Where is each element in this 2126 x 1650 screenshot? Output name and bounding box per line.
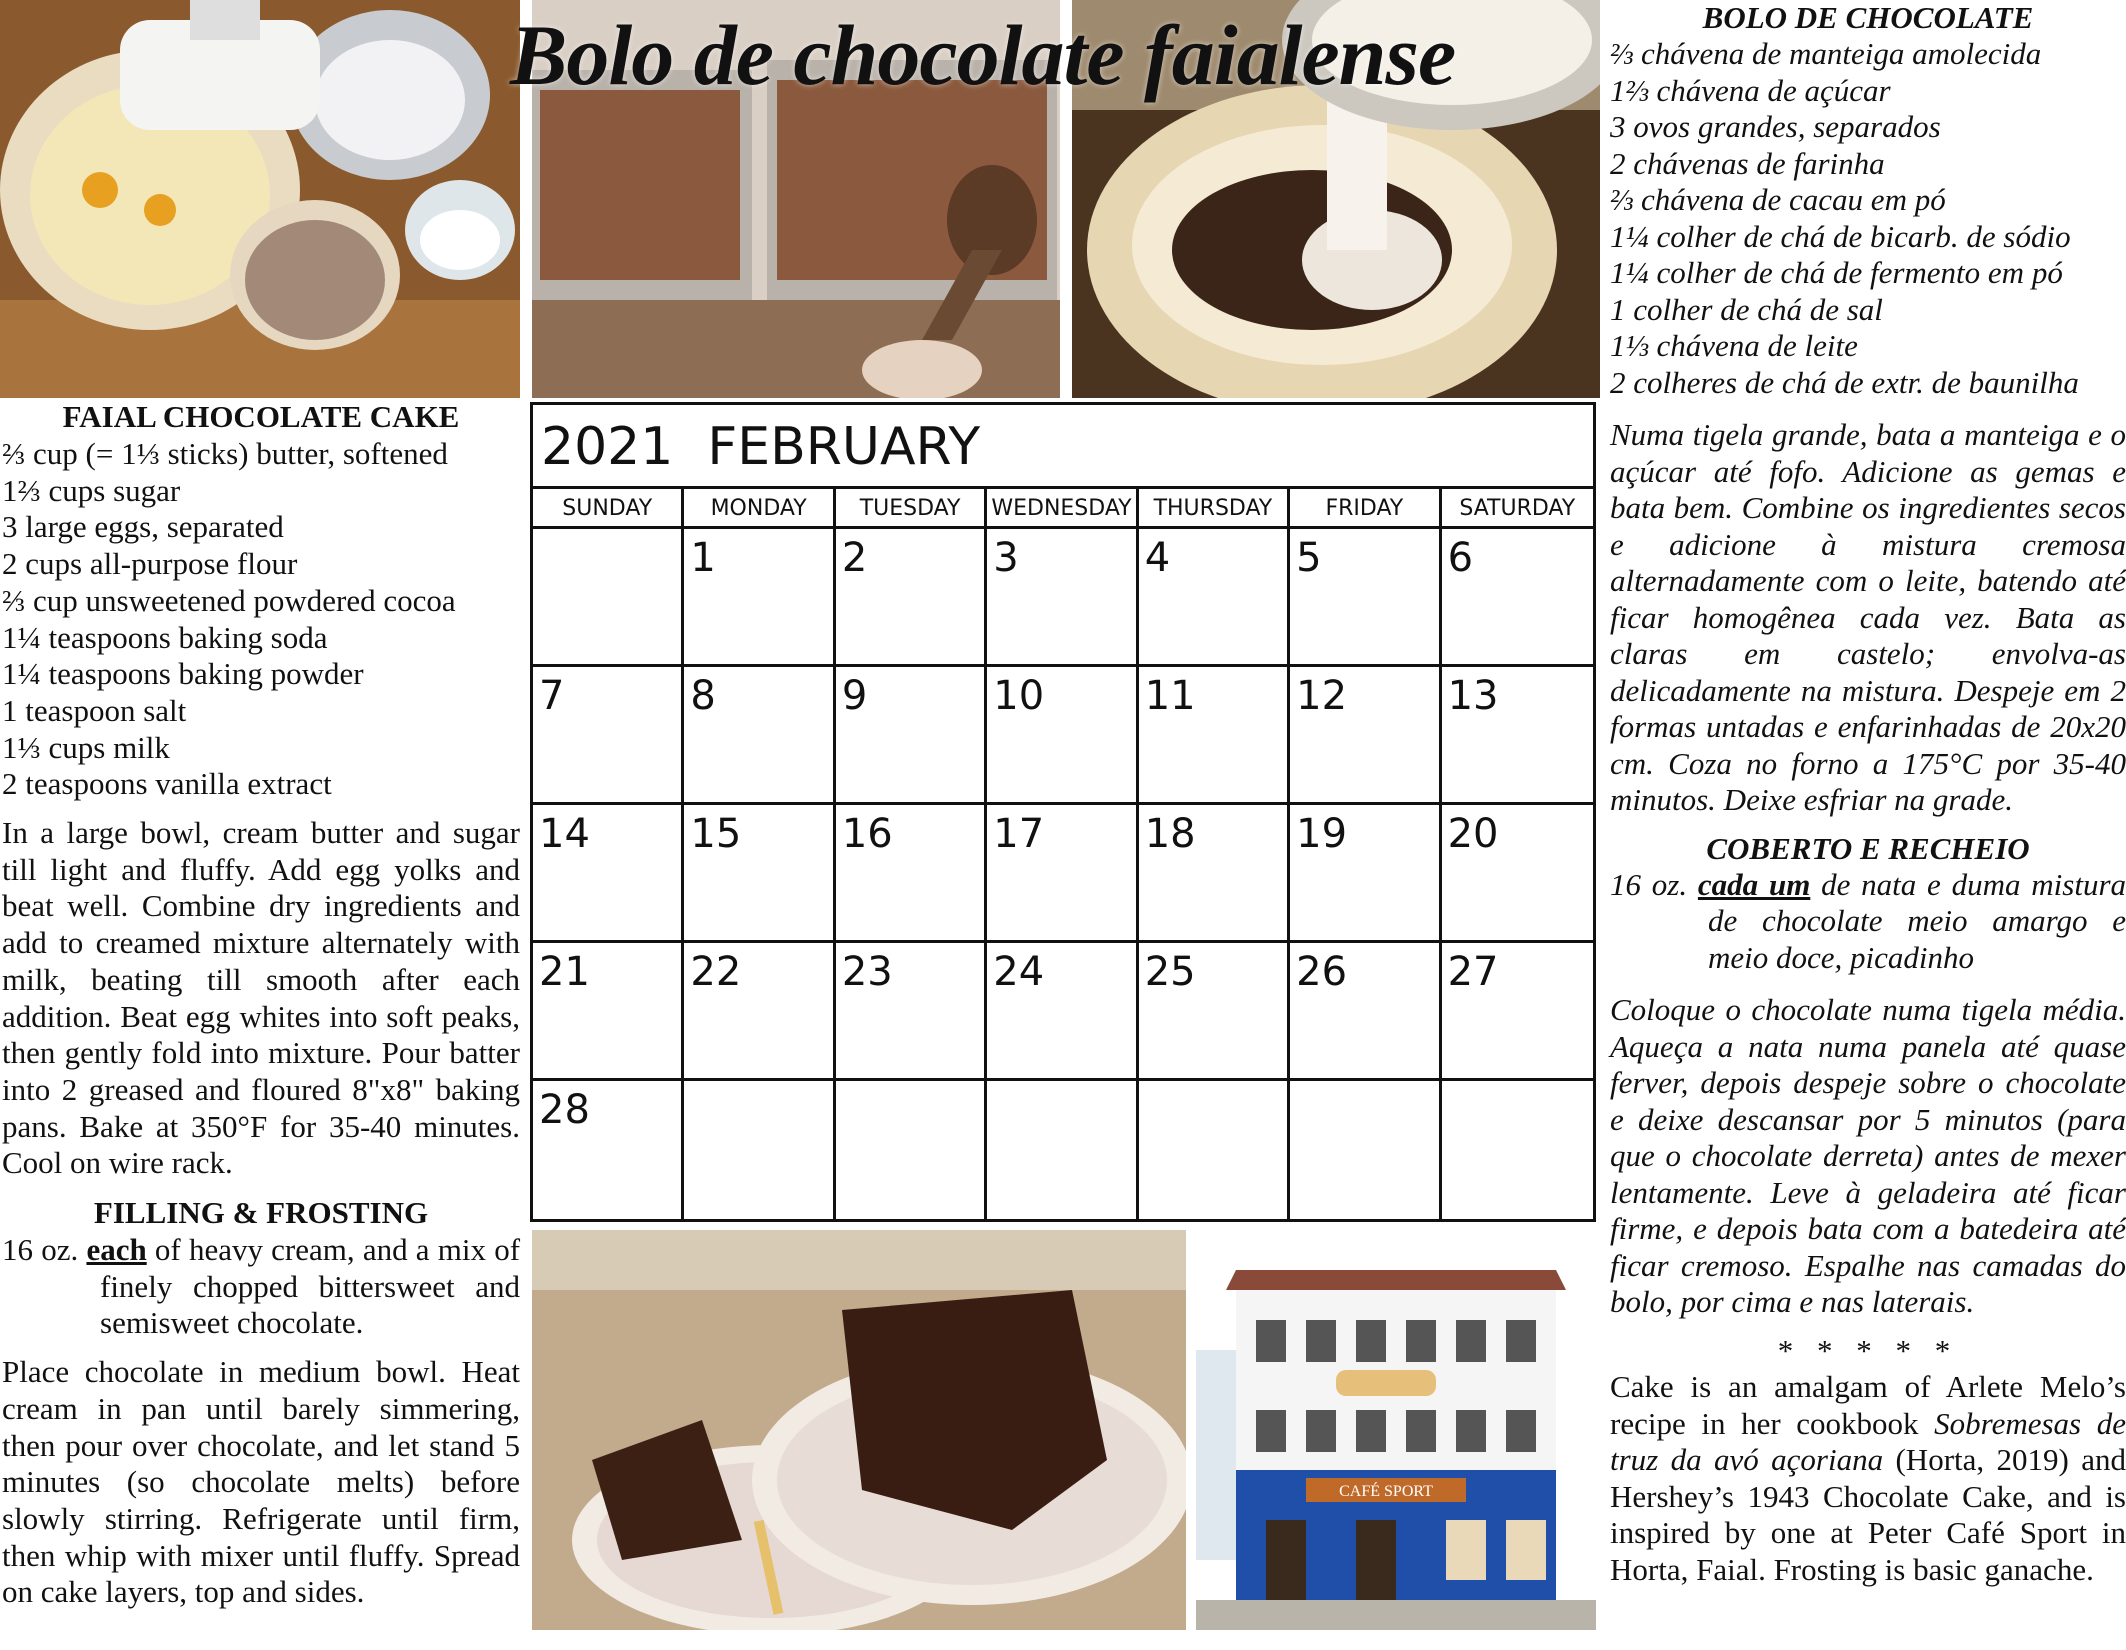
ingredient: 3 ovos grandes, separados xyxy=(1610,109,1941,144)
calendar-day-cell: 11 xyxy=(1139,667,1290,805)
calendar-day-cell: 17 xyxy=(987,805,1138,943)
weekday-header: MONDAY xyxy=(684,489,835,529)
calendar-year: 2021 xyxy=(541,417,674,477)
calendar-day-cell: 19 xyxy=(1290,805,1441,943)
english-ingredients xyxy=(2,436,520,803)
ingredient: 1¼ colher de chá de bicarb. de sódio xyxy=(1610,218,2071,254)
ingredient: 3 large eggs, separated xyxy=(2,509,284,545)
ingredient: 1 colher de chá de sal xyxy=(1610,291,1883,327)
calendar-day-cell: 24 xyxy=(987,943,1138,1081)
calendar-day-cell: 21 xyxy=(533,943,684,1081)
section-divider: * * * * * xyxy=(1777,1332,1959,1368)
calendar-day-cell: 6 xyxy=(1442,529,1593,667)
photo-cake-slice xyxy=(532,1230,1186,1630)
calendar-day-cell: 16 xyxy=(836,805,987,943)
calendar-day-cell xyxy=(836,1081,987,1219)
calendar-day-cell: 3 xyxy=(987,529,1138,667)
ingredient: 1 teaspoon salt xyxy=(2,692,187,728)
calendar xyxy=(530,402,1596,1222)
calendar-day-cell: 27 xyxy=(1442,943,1593,1081)
calendar-day-cell: 4 xyxy=(1139,529,1290,667)
ingredient: 2 colheres de chá de extr. de baunilha xyxy=(1610,364,2079,400)
ingredient: 2 teaspoons vanilla extract xyxy=(2,766,332,802)
ingredient: 1⅔ cups sugar xyxy=(2,472,181,508)
ingredient: 2 chávenas de farinha xyxy=(1610,145,1885,181)
portuguese-heading: BOLO DE CHOCOLATE xyxy=(1702,0,2034,35)
ingredient: 2 cups all-purpose flour xyxy=(2,546,298,582)
portuguese-recipe xyxy=(1610,0,2126,1588)
english-filling-heading: FILLING & FROSTING xyxy=(93,1195,429,1231)
calendar-day-cell: 9 xyxy=(836,667,987,805)
calendar-day-cell: 13 xyxy=(1442,667,1593,805)
source-note: Cake is an amalgam of Arlete Melo’s recipe in her cookbook Sobremesas de truz da avó açoriana (Horta, 2019) and Hershey’s 1943 Chocolate Cake, and is inspired by one at Peter Café Sport in Horta, Faial. Frosting is basic ganache. xyxy=(1610,1369,2126,1587)
calendar-day-cell: 10 xyxy=(987,667,1138,805)
calendar-day-cell: 22 xyxy=(684,943,835,1081)
calendar-day-cell: 12 xyxy=(1290,667,1441,805)
calendar-day-cell: 1 xyxy=(684,529,835,667)
english-heading: FAIAL CHOCOLATE CAKE xyxy=(62,399,460,434)
english-recipe xyxy=(2,398,520,1611)
calendar-day-cell: 28 xyxy=(533,1081,684,1219)
weekday-header: SATURDAY xyxy=(1442,489,1593,529)
calendar-day-cell xyxy=(1290,1081,1441,1219)
calendar-day-cell: 15 xyxy=(684,805,835,943)
calendar-month: FEBRUARY xyxy=(707,417,981,477)
calendar-day-cell xyxy=(1139,1081,1290,1219)
calendar-day-cell: 8 xyxy=(684,667,835,805)
ingredient: 1¼ colher de chá de fermento em pó xyxy=(1610,255,2063,290)
calendar-day-cell: 14 xyxy=(533,805,684,943)
ingredient: 1⅓ cups milk xyxy=(2,729,170,765)
ingredient: ⅔ cup (= 1⅓ sticks) butter, softened xyxy=(2,436,448,471)
portuguese-filling-method: Coloque o chocolate numa tigela média. Aqueça a nata numa panela até quase ferver, depois despeje sobre o chocolate e deixe descansar por 5 minutos (para que o chocolate derreta) antes de mexer lentamente. Leve à geladeira até ficar firme, e depois bata com a batedeira até ficar cremoso. Espalhe nas camadas do bolo, por cima e nas laterais. xyxy=(1610,992,2126,1319)
calendar-day-cell: 20 xyxy=(1442,805,1593,943)
ingredient: ⅔ chávena de cacau em pó xyxy=(1610,182,1946,217)
weekday-header: SUNDAY xyxy=(533,489,684,529)
calendar-day-cell xyxy=(533,529,684,667)
weekday-header: THURSDAY xyxy=(1139,489,1290,529)
calendar-day-cell xyxy=(684,1081,835,1219)
calendar-day-cell xyxy=(987,1081,1138,1219)
photo-mixing-bowls xyxy=(0,0,520,398)
weekday-header: WEDNESDAY xyxy=(987,489,1138,529)
page-title: Bolo de chocolate faialense xyxy=(510,7,1456,103)
calendar-day-cell: 23 xyxy=(836,943,987,1081)
ingredient: 1¼ teaspoons baking powder xyxy=(2,656,364,692)
calendar-day-cell: 26 xyxy=(1290,943,1441,1081)
portuguese-ingredients xyxy=(1610,36,2126,401)
calendar-day-cell: 2 xyxy=(836,529,987,667)
cafe-sign-text: CAFÉ SPORT xyxy=(1339,1483,1433,1500)
calendar-day-cell: 18 xyxy=(1139,805,1290,943)
portuguese-filling-heading: COBERTO E RECHEIO xyxy=(1706,830,2030,866)
ingredient: ⅔ cup unsweetened powdered cocoa xyxy=(2,582,456,618)
calendar-grid xyxy=(533,489,1593,1219)
portuguese-filling-ingredients: 16 oz. cada um de nata e duma mistura de chocolate meio amargo e meio doce, picadinho xyxy=(1610,866,2126,975)
calendar-day-cell: 7 xyxy=(533,667,684,805)
calendar-day-cell: 5 xyxy=(1290,529,1441,667)
english-filling-ingredients: 16 oz. each of heavy cream, and a mix of finely chopped bittersweet and semisweet chocolate. xyxy=(2,1232,521,1341)
english-filling-method: Place chocolate in medium bowl. Heat cream in pan until barely simmering, then pour over chocolate, and let stand 5 minutes (so chocolate melts) before slowly stirring. Refrigerate until firm, then whip with mixer until fluffy. Spread on cake layers, top and sides. xyxy=(2,1354,520,1610)
calendar-header xyxy=(533,405,1593,489)
ingredient: 1¼ teaspoons baking soda xyxy=(2,619,328,655)
ingredient: ⅔ chávena de manteiga amolecida xyxy=(1610,36,2042,71)
english-method: In a large bowl, cream butter and sugar till light and fluffy. Add egg yolks and beat well. Combine dry ingredients and add to creamed mixture alternately with milk, beating till smooth after each addition. Beat egg whites into soft peaks, then gently fold into mixture. Pour batter into 2 greased and floured 8"x8" baking pans. Bake at 350°F for 35-40 minutes. Cool on wire rack. xyxy=(2,815,520,1181)
calendar-day-cell xyxy=(1442,1081,1593,1219)
portuguese-method: Numa tigela grande, bata a manteiga e o açúcar até fofo. Adicione as gemas e bata bem. Combine os ingredientes secos e adicione à mistura cremosa alternadamente com o leite, batendo até ficar homogênea cada vez. Bata as claras em castelo; envolva-as delicadamente na mistura. Despeje em 2 formas untadas e enfarinhadas de 20x20 cm. Coza no forno a 175°C por 35-40 minutos. Deixe esfriar na grade. xyxy=(1610,417,2126,817)
ingredient: 1⅔ chávena de açúcar xyxy=(1610,72,1891,108)
ingredient: 1⅓ chávena de leite xyxy=(1610,328,1858,363)
weekday-header: TUESDAY xyxy=(836,489,987,529)
calendar-day-cell: 25 xyxy=(1139,943,1290,1081)
photo-cafe-sport xyxy=(1196,1230,1596,1630)
weekday-header: FRIDAY xyxy=(1290,489,1441,529)
